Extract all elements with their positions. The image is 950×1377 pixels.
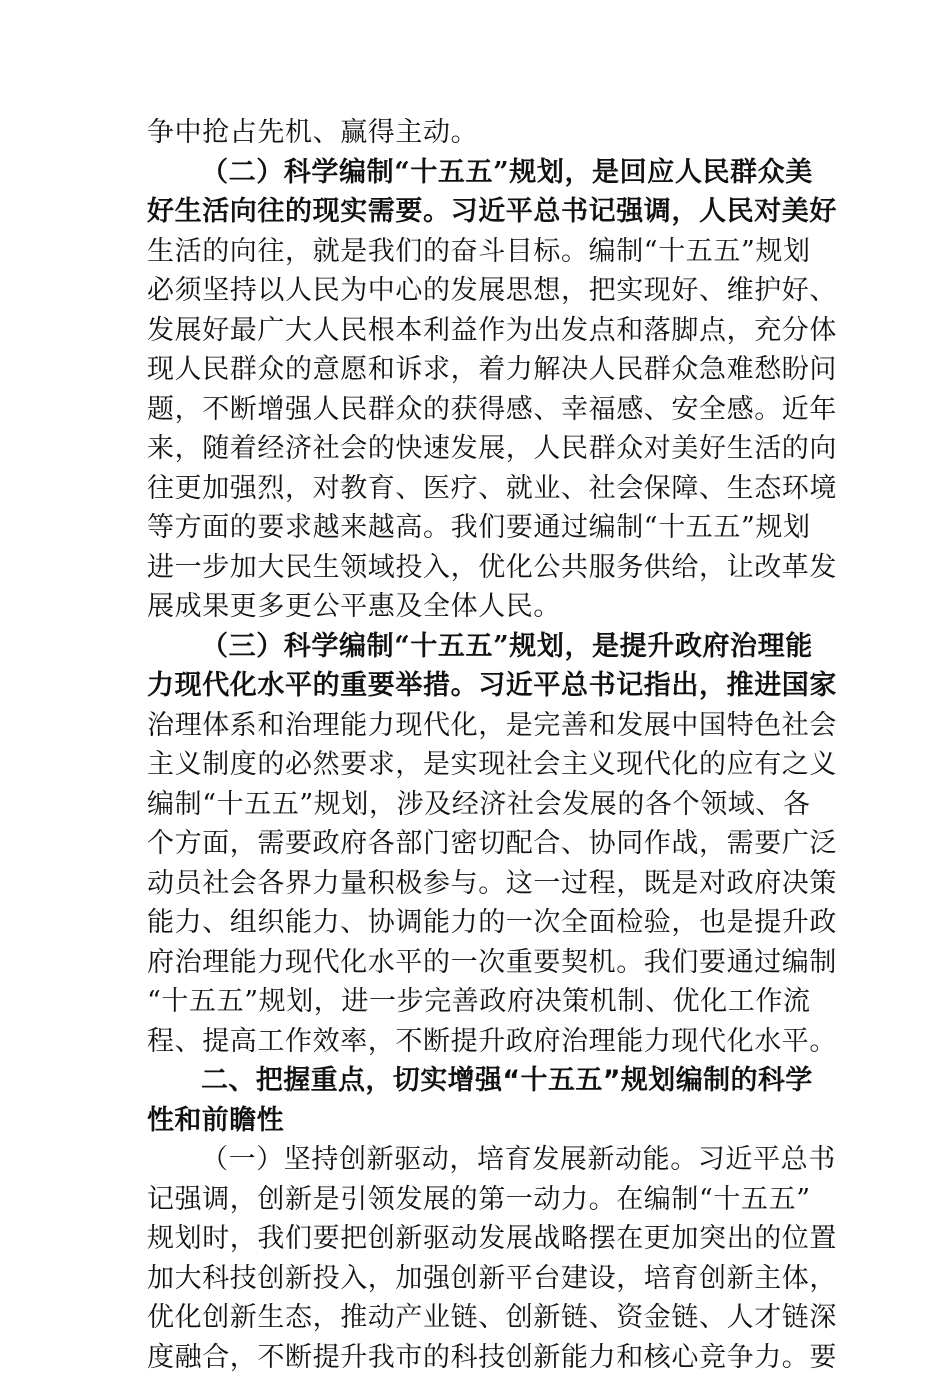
text-line: 规划时，我们要把创新驱动发展战略摆在更加突出的位置 [147,1219,805,1259]
text-line: 等方面的要求越来越高。我们要通过编制“十五五”规划 [147,508,805,548]
text-line: 优化创新生态，推动产业链、创新链、资金链、人才链深 [147,1298,805,1338]
paragraph-section-2-1 [147,1140,805,1377]
text-line: （二）科学编制“十五五”规划，是回应人民群众美 [147,153,805,193]
paragraph-section-2 [147,153,805,627]
text-line: 发展好最广大人民根本利益作为出发点和落脚点，充分体 [147,311,805,351]
section-heading [147,1061,805,1140]
text-line: 展成果更多更公平惠及全体人民。 [147,587,805,627]
text-line: 往更加强烈，对教育、医疗、就业、社会保障、生态环境 [147,469,805,509]
text-line: 度融合，不断提升我市的科技创新能力和核心竞争力。要 [147,1338,805,1377]
heading-line: 性和前瞻性 [147,1101,805,1141]
text-line: 好生活向往的现实需要。习近平总书记强调，人民对美好 [147,192,805,232]
text-line: 主义制度的必然要求，是实现社会主义现代化的应有之义 [147,745,805,785]
text-line: 府治理能力现代化水平的一次重要契机。我们要通过编制 [147,943,805,983]
text-line: （三）科学编制“十五五”规划，是提升政府治理能 [147,627,805,667]
text-line: （一）坚持创新驱动，培育发展新动能。习近平总书 [147,1140,805,1180]
text-line: 必须坚持以人民为中心的发展思想，把实现好、维护好、 [147,271,805,311]
text-line: 记强调，创新是引领发展的第一动力。在编制“十五五” [147,1180,805,1220]
text-line: 力现代化水平的重要举措。习近平总书记指出，推进国家 [147,666,805,706]
text-line: 个方面，需要政府各部门密切配合、协同作战，需要广泛 [147,824,805,864]
heading-line: 二、把握重点，切实增强“十五五”规划编制的科学 [147,1061,805,1101]
text-line: 编制“十五五”规划，涉及经济社会发展的各个领域、各 [147,785,805,825]
text-line: 能力、组织能力、协调能力的一次全面检验，也是提升政 [147,903,805,943]
text-line: 治理体系和治理能力现代化，是完善和发展中国特色社会 [147,706,805,746]
text-line: 题，不断增强人民群众的获得感、幸福感、安全感。近年 [147,390,805,430]
text-line: 争中抢占先机、赢得主动。 [147,113,805,153]
text-line: 程、提高工作效率，不断提升政府治理能力现代化水平。 [147,1022,805,1062]
paragraph-continuation [147,113,805,153]
paragraph-section-3 [147,627,805,1062]
document-page [147,113,805,1377]
text-line: 生活的向往，就是我们的奋斗目标。编制“十五五”规划 [147,232,805,272]
text-line: 加大科技创新投入，加强创新平台建设，培育创新主体， [147,1259,805,1299]
text-line: 现人民群众的意愿和诉求，着力解决人民群众急难愁盼问 [147,350,805,390]
text-line: 进一步加大民生领域投入，优化公共服务供给，让改革发 [147,548,805,588]
text-line: “十五五”规划，进一步完善政府决策机制、优化工作流 [147,982,805,1022]
text-line: 来，随着经济社会的快速发展，人民群众对美好生活的向 [147,429,805,469]
text-line: 动员社会各界力量积极参与。这一过程，既是对政府决策 [147,864,805,904]
